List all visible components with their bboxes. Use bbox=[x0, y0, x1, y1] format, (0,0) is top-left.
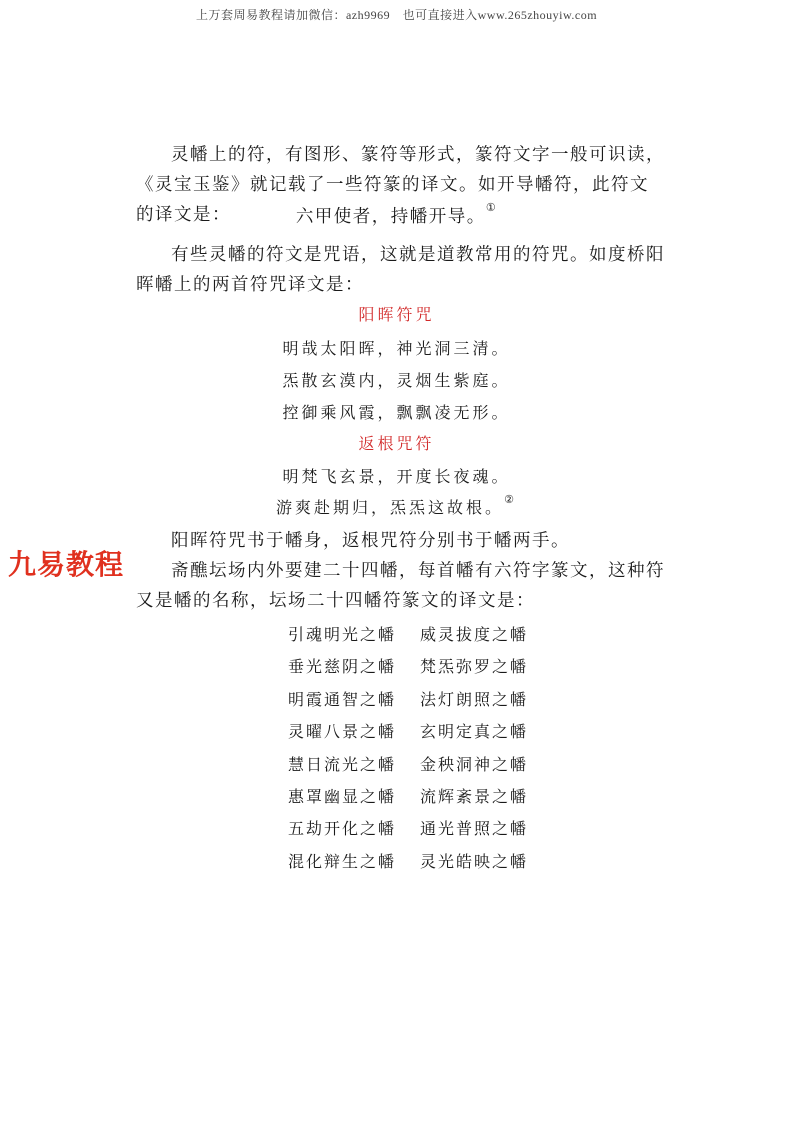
poem-1-line: 炁散玄漠内，灵烟生紫庭。 bbox=[282, 371, 511, 390]
banner-name: 五劫开化之幡 bbox=[288, 819, 397, 839]
poem-1-line: 控御乘风霞，飘飘凌无形。 bbox=[282, 403, 511, 422]
banner-name: 通光普照之幡 bbox=[420, 819, 529, 839]
banner-name: 引魂明光之幡 bbox=[288, 625, 397, 644]
banner-name: 慧日流光之幡 bbox=[288, 754, 397, 774]
banner-row bbox=[288, 816, 552, 848]
quote-text: 六甲使者，持幡开导。 bbox=[295, 207, 486, 227]
footnote-1: ① bbox=[485, 201, 498, 214]
banner-name: 明霞通智之幡 bbox=[288, 689, 397, 709]
banner-list bbox=[288, 622, 552, 881]
banner-row bbox=[288, 654, 552, 686]
banner-name: 灵光皓映之幡 bbox=[420, 851, 529, 871]
banner-row bbox=[288, 687, 552, 719]
banner-name: 玄明定真之幡 bbox=[420, 722, 529, 742]
poem-1-line: 明哉太阳晖，神光洞三清。 bbox=[282, 339, 511, 358]
watermark-logo: 九易教程 bbox=[8, 548, 125, 581]
quote-line bbox=[0, 203, 793, 228]
banner-row bbox=[288, 622, 552, 654]
banner-name: 灵曜八景之幡 bbox=[288, 722, 397, 742]
poem-2-line: 明梵飞玄景，开度长夜魂。 bbox=[282, 467, 511, 486]
banner-name: 梵炁弥罗之幡 bbox=[420, 657, 529, 677]
banner-name: 惠罩幽显之幡 bbox=[288, 786, 397, 806]
banner-name: 混化辩生之幡 bbox=[288, 851, 397, 871]
banner-row bbox=[288, 719, 552, 751]
poem-2-title: 返根咒符 bbox=[358, 434, 435, 453]
banner-name: 垂光慈阴之幡 bbox=[288, 657, 397, 677]
poem-1-title: 阳晖符咒 bbox=[358, 305, 435, 324]
paragraph-4: 斋醮坛场内外要建二十四幡，每首幡有六符字篆文，这种符又是幡的名称，坛场二十四幡符篆文的译文是： bbox=[136, 561, 665, 611]
banner-row bbox=[288, 784, 552, 816]
paragraph-3: 阳晖符咒书于幡身，返根咒符分别书于幡两手。 bbox=[171, 531, 570, 551]
banner-row bbox=[288, 849, 552, 881]
footnote-2: ② bbox=[504, 493, 517, 506]
banner-row bbox=[288, 752, 552, 784]
paragraph-1: 灵幡上的符，有图形、篆符等形式，篆符文字一般可识读，《灵宝玉鉴》就记载了一些符篆的译文。如开导幡符，此符文的译文是： bbox=[136, 145, 665, 225]
banner-name: 金秧洞神之幡 bbox=[420, 754, 529, 774]
poem-2-line-text: 游爽赴期归，炁炁这故根。 bbox=[276, 498, 505, 517]
poem-2-line bbox=[0, 495, 793, 518]
paragraph-2: 有些灵幡的符文是咒语，这就是道教常用的符咒。如度桥阳晖幡上的两首符咒译文是： bbox=[136, 245, 665, 295]
banner-name: 流辉紊景之幡 bbox=[420, 786, 529, 806]
banner-name: 法灯朗照之幡 bbox=[420, 689, 529, 709]
banner-name: 威灵拔度之幡 bbox=[420, 625, 529, 644]
page-header: 上万套周易教程请加微信：azh9969 也可直接进入www.265zhouyiw.com bbox=[195, 8, 598, 22]
